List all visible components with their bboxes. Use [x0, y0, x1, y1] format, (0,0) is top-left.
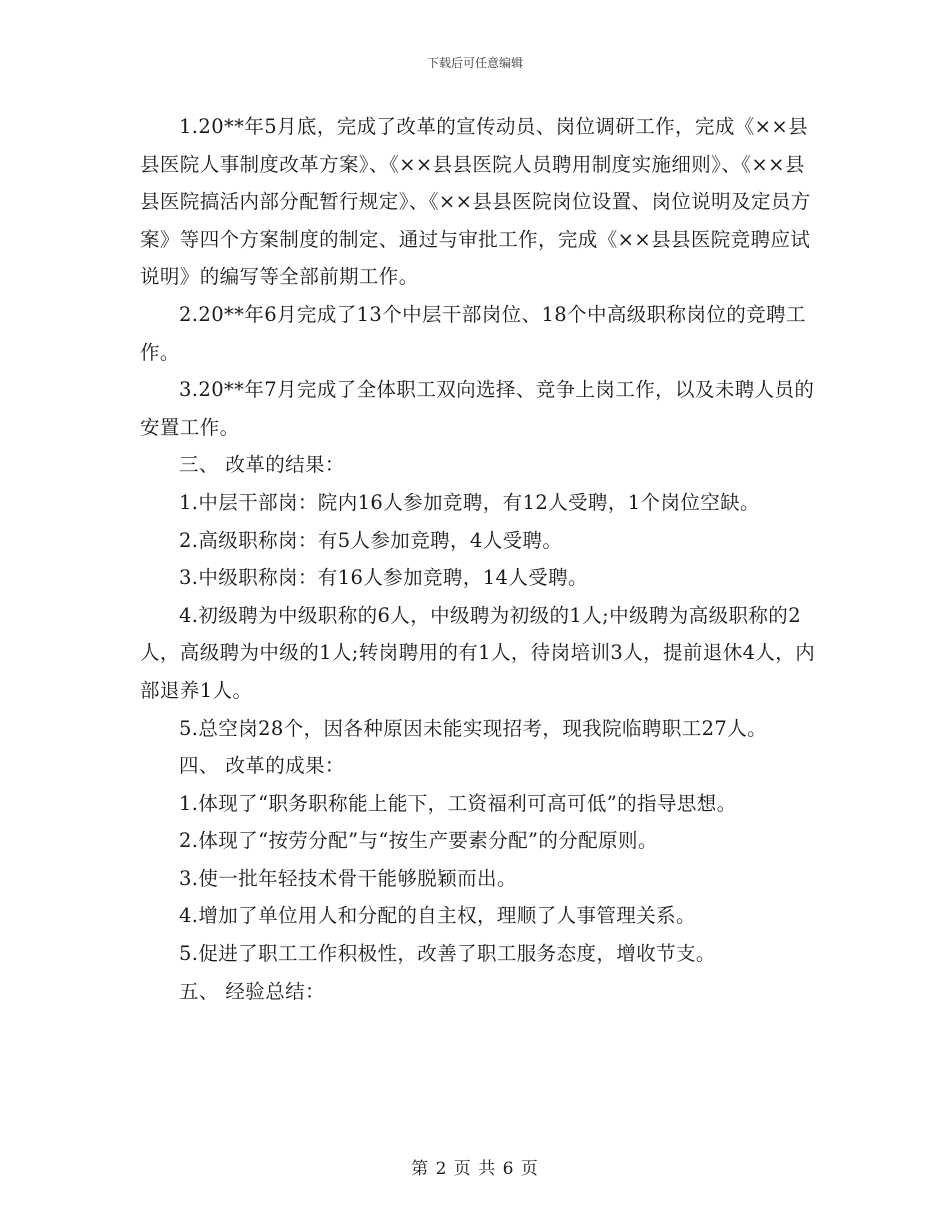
paragraph-achievement-4: 4.增加了单位用人和分配的自主权，理顺了人事管理关系。	[179, 904, 696, 928]
section-heading-achievements: 四、 改革的成果：	[179, 754, 345, 778]
document-body	[140, 108, 820, 1010]
page-header-note: 下载后可任意编辑	[426, 56, 523, 70]
paragraph-result-middle-management: 1.中层干部岗：院内16人参加竞聘，有12人受聘，1个岗位空缺。	[179, 490, 760, 514]
paragraph-result-reassignments: 4.初级聘为中级职称的6人，中级聘为初级的1人;中级聘为高级职称的2人，高级聘为中级的1人;转岗聘用的有1人，待岗培训3人，提前退休4人，内部退养1人。	[140, 603, 816, 702]
paragraph-result-vacancies: 5.总空岗28个，因各种原因未能实现招考，现我院临聘职工27人。	[179, 716, 768, 740]
paragraph-achievement-3: 3.使一批年轻技术骨干能够脱颖而出。	[179, 866, 517, 890]
paragraph-result-intermediate-title: 3.中级职称岗：有16人参加竞聘，14人受聘。	[179, 566, 588, 590]
section-heading-summary: 五、 经验总结：	[179, 979, 325, 1003]
paragraph-achievement-1: 1.体现了“职务职称能上能下，工资福利可高可低”的指导思想。	[179, 791, 737, 815]
paragraph-result-senior-title: 2.高级职称岗：有5人参加竞聘，4人受聘。	[179, 528, 563, 552]
paragraph-timeline-july: 3.20**年7月完成了全体职工双向选择、竞争上岗工作，以及未聘人员的安置工作。	[140, 378, 815, 439]
paragraph-timeline-may: 1.20**年5月底，完成了改革的宣传动员、岗位调研工作，完成《××县县医院人事制度改革方案》、《××县县医院人员聘用制度实施细则》、《××县县医院搞活内部分配暂行规定》、《××县县医院岗位设置、岗位说明及定员方案》等四个方案制度的制定、通过与审批工作，完成《××县县医院竞聘应试说明》的编写等全部前期工作。	[140, 115, 811, 289]
section-heading-results: 三、 改革的结果：	[179, 453, 345, 477]
page-number: 第 2 页 共 6 页	[411, 1159, 539, 1179]
paragraph-timeline-june: 2.20**年6月完成了13个中层干部岗位、18个中高级职称岗位的竞聘工作。	[140, 302, 806, 364]
paragraph-achievement-2: 2.体现了“按劳分配”与“按生产要素分配”的分配原则。	[179, 829, 658, 853]
paragraph-achievement-5: 5.促进了职工工作积极性，改善了职工服务态度，增收节支。	[179, 942, 716, 966]
